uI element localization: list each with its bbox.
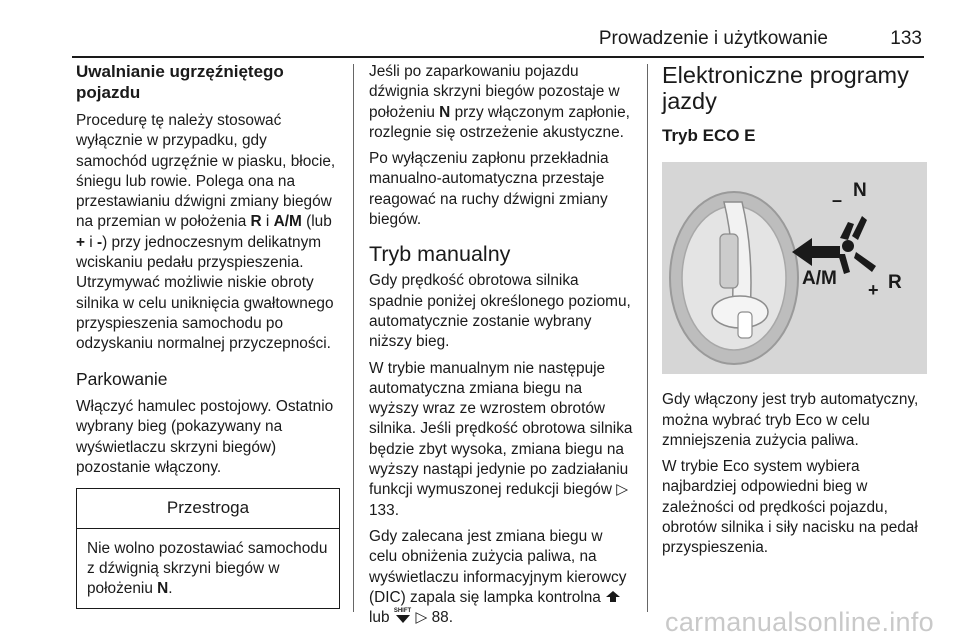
paragraph-manual-mode: W trybie manualnym nie następuje automatyczna zmiana biegu na wyższy wraz ze wzrostem obrotów silnika. Jeśli prędkość obrotowa silnika będzie zbyt wysoka, zmiana biegu na wyższy nastąpi jedynie po zadziałaniu funkcji wymuszonej redukcji biegów ▷ 133. [369,359,633,519]
page-ref-icon: ▷ [415,609,428,627]
label-plus: + [868,280,879,301]
gear-lever-diagram [662,162,927,374]
section-heading-manual: Tryb manualny [369,242,511,267]
page-ref-link[interactable]: 133 [369,501,395,519]
watermark: carmanualsonline.info [665,607,934,637]
label-minus: – [832,190,843,211]
column-divider [647,64,648,612]
paragraph-ignition-off: Po wyłączeniu zapłonu przekładnia manualno-automatyczna przestaje reagować na ruchy dźwigni zmiany biegów. [369,150,609,229]
column-divider [353,64,354,612]
paragraph-eco-intro: Gdy włączony jest tryb automatyczny, można wybrać tryb Eco w celu zmniejszenia zużycia paliwa. [662,391,919,449]
section-heading-programs: Elektroniczne programy jazdy [662,62,909,114]
paragraph-eco-details: W trybie Eco system wybiera najbardziej odpowiedni bieg w zależności od prędkości pojazdu, obrotów silnika i siły nacisku na pedał przyspieszenia. [662,458,918,557]
page-ref-link[interactable]: 88 [431,609,449,627]
subsection-heading-eco: Tryb ECO E [662,126,756,145]
label-n: N [853,180,867,202]
caution-text: Nie wolno pozostawiać samochodu z dźwignią skrzyni biegów w położeniu N. [87,539,328,598]
column-middle [369,62,635,634]
page-number: 133 [890,28,922,49]
column-left [76,62,340,609]
upshift-indicator-icon [605,589,621,606]
page-header [72,26,924,58]
section-heading-unstuck: Uwalnianie ugrzęźniętego pojazdu [76,62,284,102]
label-r: R [888,272,902,294]
paragraph-neutral-warning: Jeśli po zaparkowaniu pojazdu dźwignia skrzyni biegów pozostaje w położeniu N przy włączonym zapłonie, rozlegnie się ostrzeżenie akustyczne. [369,63,630,141]
page-ref-icon: ▷ [616,481,629,499]
shift-downshift-icon: SHIFT [394,608,411,624]
section-heading-parking: Parkowanie [76,368,168,389]
paragraph-unstuck: Procedurę tę należy stosować wyłącznie w przypadku, gdy samochód ugrzęźnie w piasku, błocie, śniegu lub rowie. Polega ona na przestawianiu dźwigni zmiany biegów na przemian w położenia R i A/M (lub + i -) przy jednoczesnym delikatnym wciskaniu pedału przyspieszenia. Utrzymywać możliwie niskie obroty silnika w celu uniknięcia gwałtownego przyspieszenia samochodu po odzyskaniu normalnej przyczepności. [76,112,336,353]
header-title: Prowadzenie i użytkowanie [598,28,828,49]
paragraph-parking: Włączyć hamulec postojowy. Ostatnio wybrany bieg (pokazywany na wyświetlaczu skrzyni biegów) pozostanie włączony. [76,398,334,476]
caution-box [76,488,340,609]
caution-title: Przestroga [77,489,339,528]
column-right [662,62,928,565]
label-am: A/M [802,268,837,290]
paragraph-downshift: Gdy prędkość obrotowa silnika spadnie poniżej określonego poziomu, automatycznie zostanie wybrany niższy bieg. [369,272,631,351]
paragraph-shift-indicator: Gdy zalecana jest zmiana biegu w celu obniżenia zużycia paliwa, na wyświetlaczu informacyjnym kierowcy (DIC) zapala się lampka kontrolna lub SHIFT ▷ 88. [369,527,627,627]
